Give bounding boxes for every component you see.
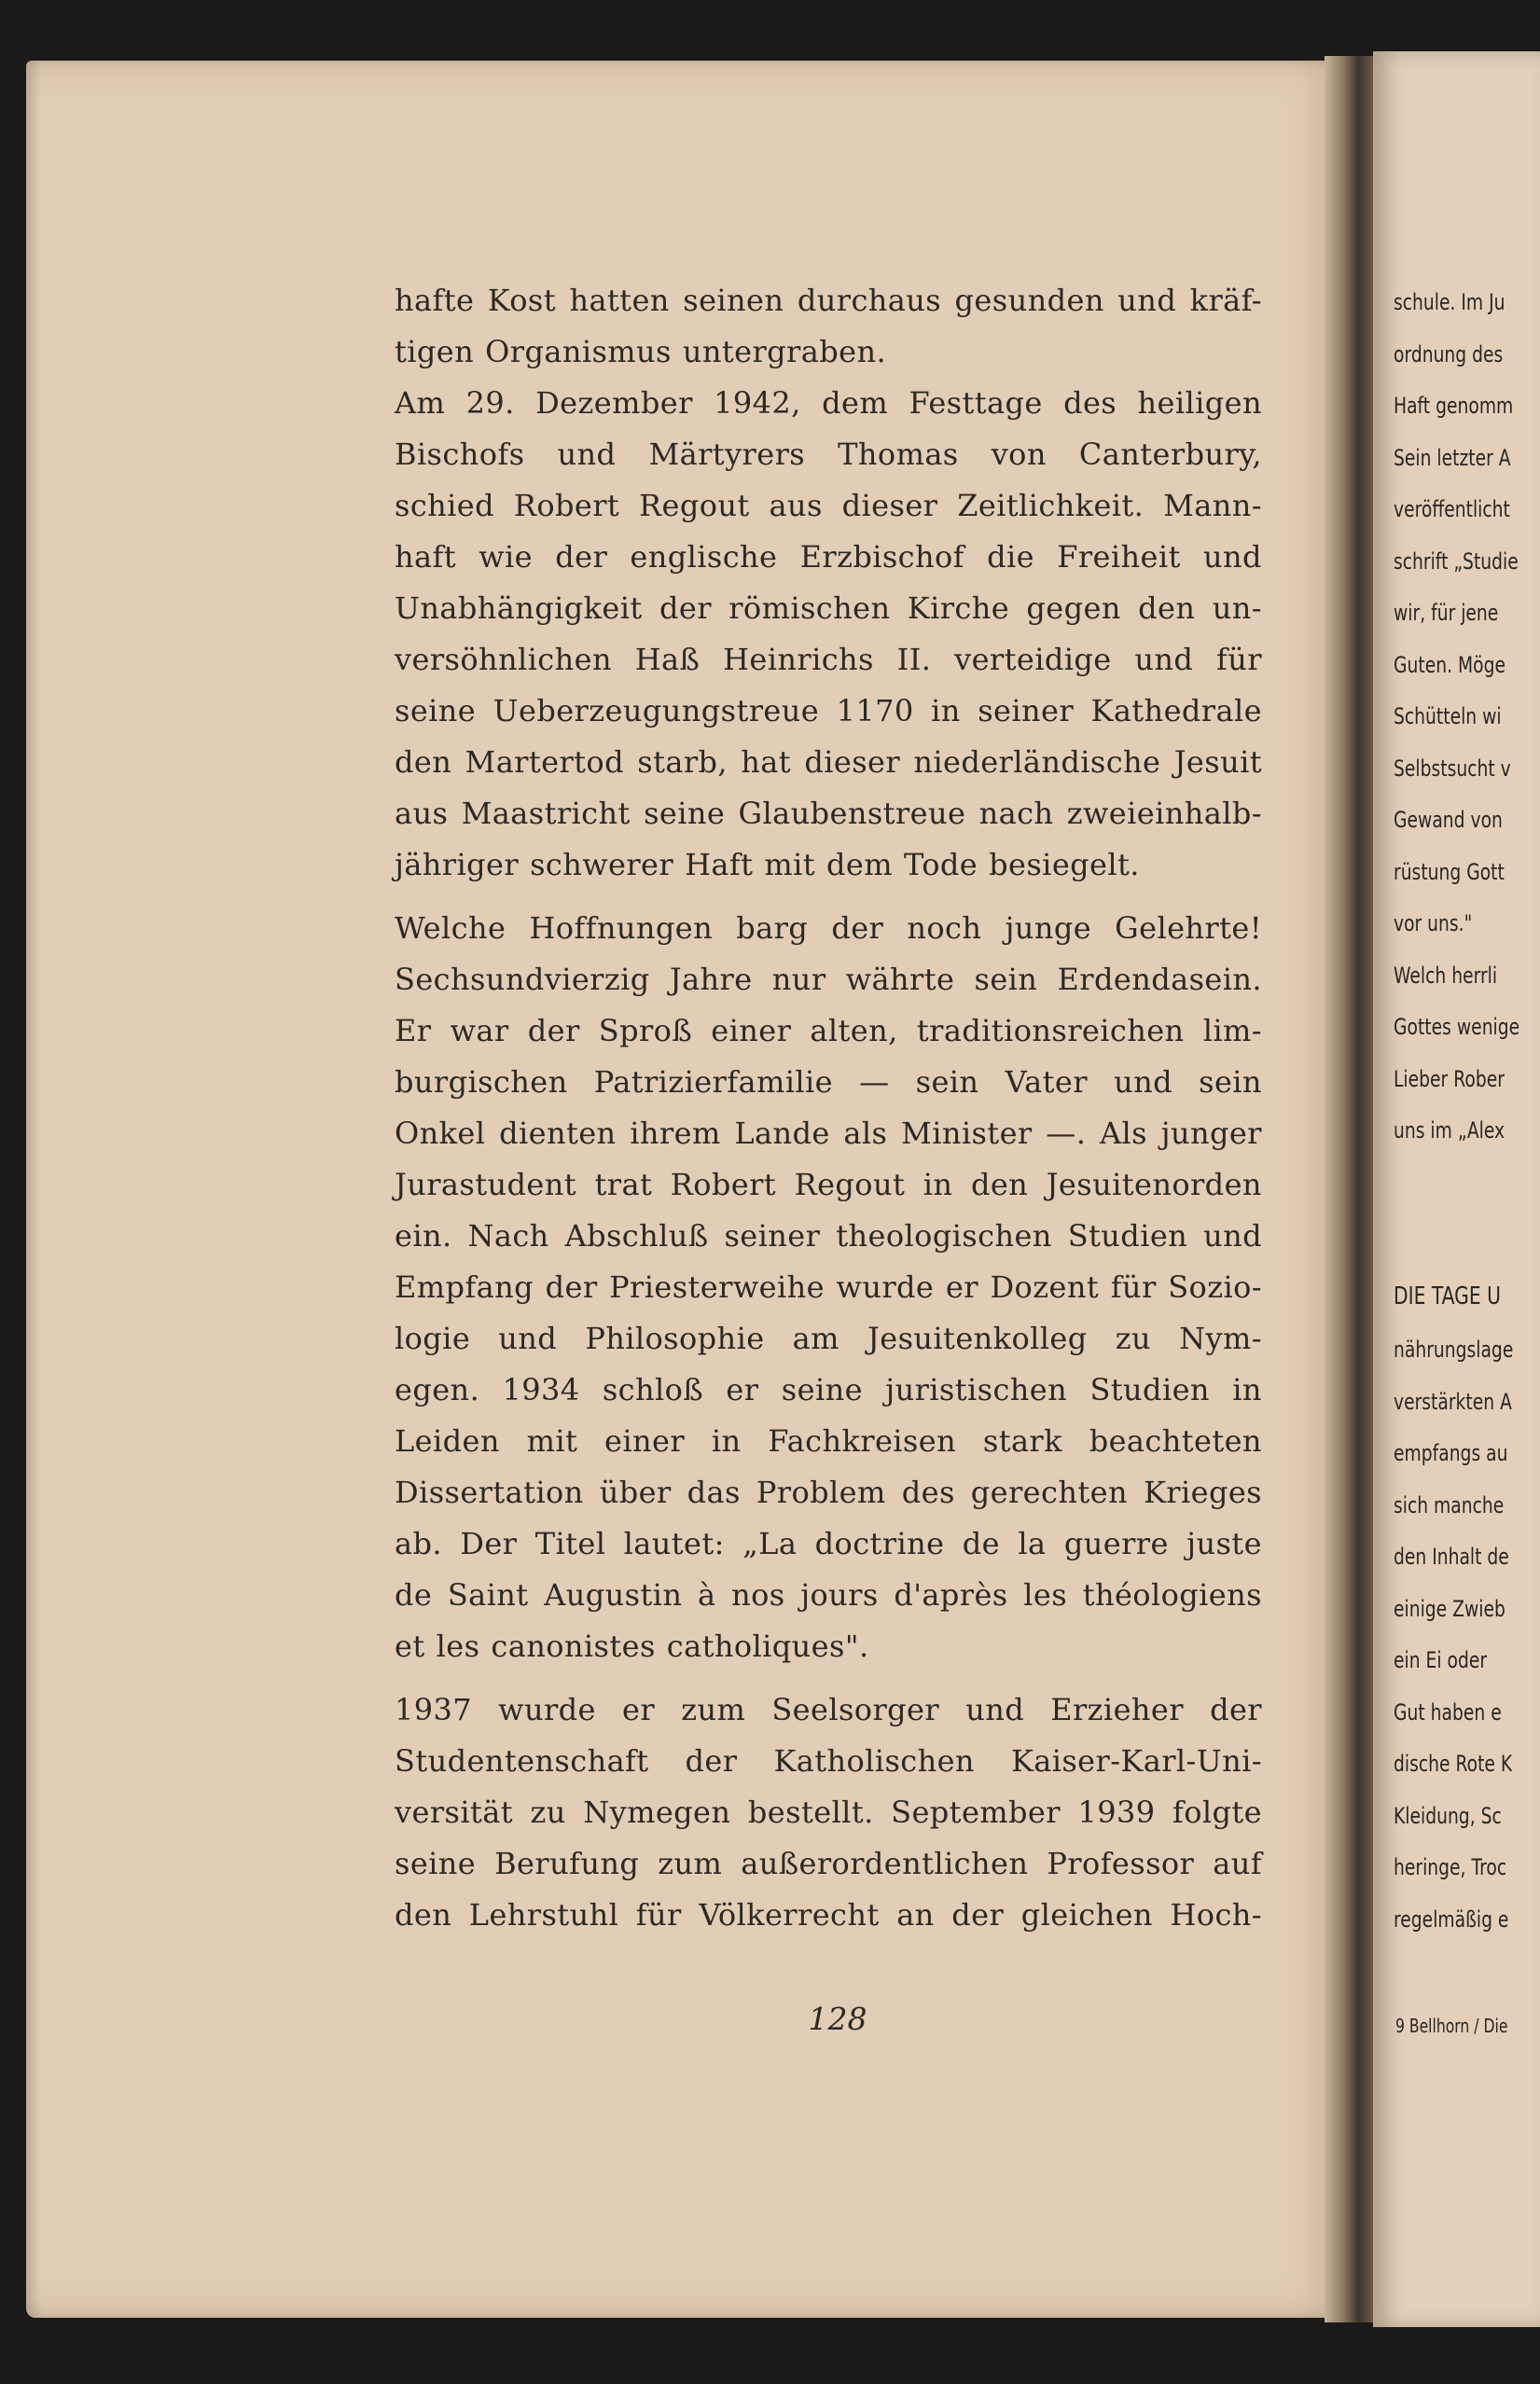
text-line: den Martertod starb, hat dieser niederländische Jesuit bbox=[395, 744, 1262, 780]
text-line: Studentenschaft der Katholischen Kaiser-Karl-Uni- bbox=[395, 1743, 1262, 1779]
right-text-line: veröffentlicht bbox=[1394, 496, 1510, 522]
text-line: Am 29. Dezember 1942, dem Festtage des heiligen bbox=[395, 385, 1262, 421]
page-number: 128 bbox=[808, 2001, 867, 2037]
right-section-heading: DIE TAGE U bbox=[1394, 1282, 1502, 1310]
text-line: Unabhängigkeit der römischen Kirche gegen den un- bbox=[395, 590, 1262, 626]
text-line: ab. Der Titel lautet: „La doctrine de la guerre juste bbox=[395, 1526, 1262, 1561]
text-line: Welche Hoffnungen barg der noch junge Gelehrte! bbox=[395, 910, 1262, 946]
text-line: den Lehrstuhl für Völkerrecht an der gleichen Hoch- bbox=[395, 1897, 1262, 1933]
text-line: haft wie der englische Erzbischof die Freiheit und bbox=[395, 539, 1262, 575]
text-line: logie und Philosophie am Jesuitenkolleg zu Nym- bbox=[395, 1321, 1262, 1356]
text-line: burgischen Patrizierfamilie — sein Vater und sein bbox=[395, 1064, 1262, 1100]
right-text-line: Kleidung, Sc bbox=[1394, 1802, 1502, 1829]
right-text-line: schule. Im Ju bbox=[1394, 289, 1505, 315]
right-text-line: verstärkten A bbox=[1394, 1388, 1512, 1415]
text-line: Jurastudent trat Robert Regout in den Jesuitenorden bbox=[395, 1167, 1262, 1202]
paragraph-gap bbox=[395, 891, 1262, 903]
right-text-line: Gewand von bbox=[1394, 807, 1503, 833]
right-text-line: schrift „Studie bbox=[1394, 547, 1519, 575]
text-line: tigen Organismus untergraben. bbox=[395, 334, 887, 369]
right-text-line: ordnung des bbox=[1394, 340, 1504, 367]
right-text-line: sich manche bbox=[1394, 1491, 1505, 1518]
text-line: seine Ueberzeugungstreue 1170 in seiner Kathedrale bbox=[395, 693, 1262, 728]
text-line: Dissertation über das Problem des gerechten Krieges bbox=[395, 1475, 1262, 1510]
text-line: ein. Nach Abschluß seiner theologischen Studien und bbox=[395, 1218, 1262, 1254]
right-text-line: ein Ei oder bbox=[1394, 1647, 1488, 1673]
text-line: schied Robert Regout aus dieser Zeitlichkeit. Mann- bbox=[395, 488, 1262, 523]
text-line: aus Maastricht seine Glaubenstreue nach zweieinhalb- bbox=[395, 796, 1262, 831]
text-line: Er war der Sproß einer alten, traditionsreichen lim- bbox=[395, 1013, 1262, 1048]
text-line: versöhnlichen Haß Heinrichs II. verteidige und für bbox=[395, 642, 1262, 677]
right-footnote: 9 Bellhorn / Die bbox=[1395, 2015, 1508, 2037]
right-text-line: rüstung Gott bbox=[1394, 858, 1505, 885]
text-line: Empfang der Priesterweihe wurde er Dozent für Sozio- bbox=[395, 1269, 1262, 1305]
text-line: 1937 wurde er zum Seelsorger und Erzieher der bbox=[395, 1692, 1262, 1727]
book-gutter bbox=[1325, 56, 1373, 2322]
right-text-line: Haft genomm bbox=[1394, 393, 1514, 419]
right-text-line: Lieber Rober bbox=[1394, 1065, 1505, 1092]
right-text-line: wir, für jene bbox=[1394, 600, 1499, 626]
right-page-fragment bbox=[1373, 51, 1540, 2327]
left-page-text bbox=[395, 275, 1262, 1941]
right-text-line: nährungslage bbox=[1394, 1337, 1514, 1363]
text-line: et les canonistes catholiques". bbox=[395, 1629, 869, 1664]
right-text-line: Sein letzter A bbox=[1394, 444, 1511, 471]
text-line: de Saint Augustin à nos jours d'après les théologiens bbox=[395, 1577, 1262, 1613]
right-text-line: empfangs au bbox=[1394, 1440, 1508, 1466]
text-line: Leiden mit einer in Fachkreisen stark beachteten bbox=[395, 1423, 1262, 1459]
text-line: Sechsundvierzig Jahre nur währte sein Erdendasein. bbox=[395, 962, 1262, 997]
text-line: Bischofs und Märtyrers Thomas von Canterbury, bbox=[395, 437, 1262, 472]
paragraph-gap bbox=[395, 1672, 1262, 1684]
right-text-line: Guten. Möge bbox=[1394, 651, 1505, 678]
right-text-line: dische Rote K bbox=[1394, 1751, 1513, 1777]
text-line: egen. 1934 schloß er seine juristischen Studien in bbox=[395, 1372, 1262, 1407]
text-line: seine Berufung zum außerordentlichen Professor auf bbox=[395, 1846, 1262, 1881]
right-text-line: einige Zwieb bbox=[1394, 1595, 1505, 1622]
right-text-line: Gut haben e bbox=[1394, 1698, 1502, 1726]
right-text-line: Schütteln wi bbox=[1394, 703, 1502, 729]
right-text-line: heringe, Troc bbox=[1394, 1854, 1507, 1880]
right-text-line: den Inhalt de bbox=[1394, 1544, 1509, 1570]
text-line: hafte Kost hatten seinen durchaus gesunden und kräf- bbox=[395, 283, 1262, 318]
text-line: Onkel dienten ihrem Lande als Minister —. Als junger bbox=[395, 1116, 1262, 1151]
right-text-line: vor uns." bbox=[1394, 910, 1473, 936]
right-text-line: Welch herrli bbox=[1394, 962, 1498, 989]
text-line: versität zu Nymegen bestellt. September 1939 folgte bbox=[395, 1795, 1262, 1830]
right-text-line: uns im „Alex bbox=[1394, 1117, 1505, 1143]
text-line: jähriger schwerer Haft mit dem Tode besiegelt. bbox=[395, 847, 1140, 882]
right-text-line: Gottes wenige bbox=[1394, 1014, 1520, 1040]
right-text-line: Selbstsucht v bbox=[1394, 755, 1511, 782]
right-text-line: regelmäßig e bbox=[1394, 1906, 1509, 1933]
